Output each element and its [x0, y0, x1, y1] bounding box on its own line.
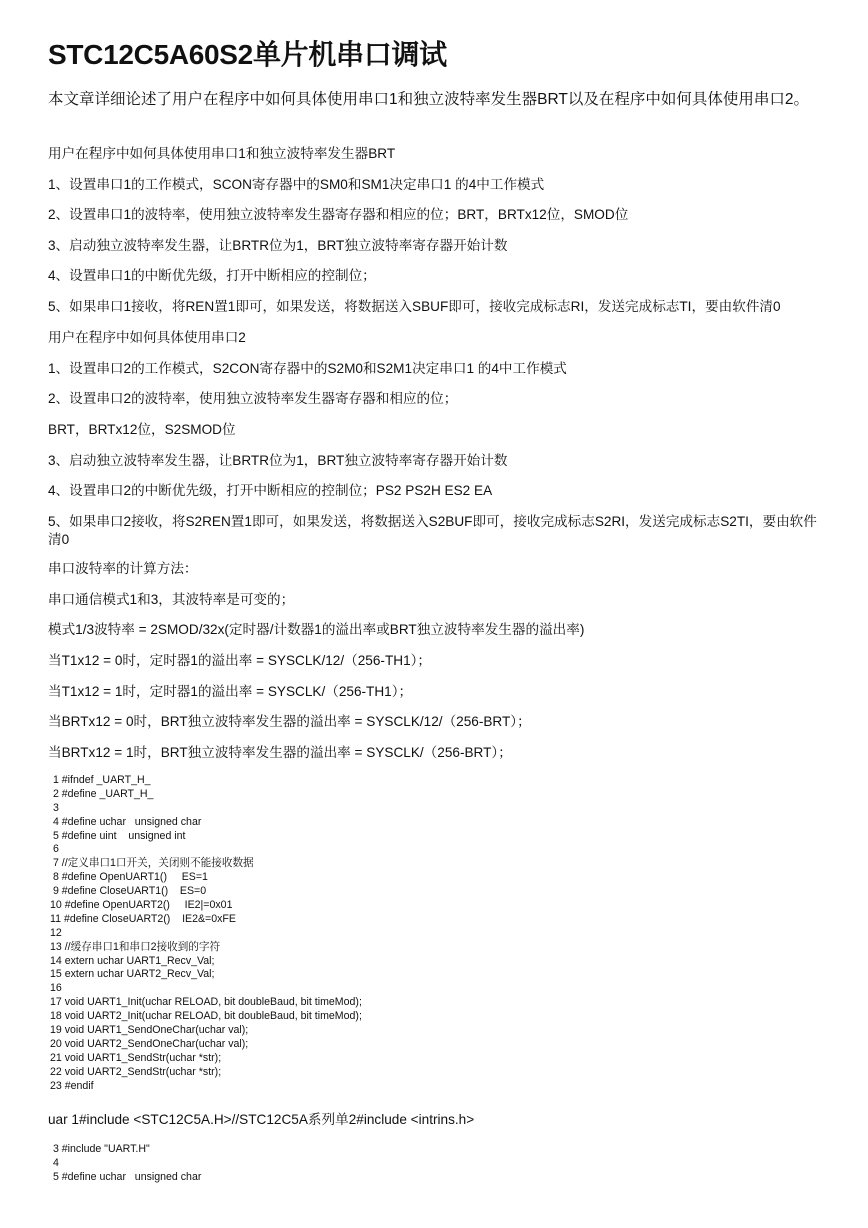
code-line: 3 #include "UART.H" — [50, 1143, 150, 1155]
uart2-step-2: 2、设置串口2的波特率，使用独立波特率发生器寄存器和相应的位； — [48, 391, 458, 406]
code-line: 1 #ifndef _UART_H_ — [50, 774, 151, 786]
code-line: 10 #define OpenUART2() IE2|=0x01 — [50, 899, 233, 912]
code-line: 5 #define uint unsigned int — [50, 829, 186, 842]
code-line: 2 #define _UART_H_ — [50, 787, 154, 800]
t1x12-0-formula: 当T1x12 = 0时，定时器1的溢出率 = SYSCLK/12/（256-TH1）； — [48, 653, 432, 668]
brtx12-0-formula: 当BRTx12 = 0时，BRT独立波特率发生器的溢出率 = SYSCLK/12/（256-BRT）； — [48, 714, 531, 729]
code-line: 5 #define uchar unsigned char — [50, 1170, 202, 1183]
code-line: 15 extern uchar UART2_Recv_Val; — [50, 968, 215, 981]
code-line: 19 void UART1_SendOneChar(uchar val); — [50, 1024, 249, 1037]
brtx12-1-formula: 当BRTx12 = 1时，BRT独立波特率发生器的溢出率 = SYSCLK/（256-BRT）； — [48, 745, 512, 760]
baud-heading: 串口波特率的计算方法： — [48, 561, 198, 576]
code-line: 20 void UART2_SendOneChar(uchar val); — [50, 1037, 249, 1050]
code-line: 16 — [50, 982, 62, 995]
uart2-step-2-registers: BRT，BRTx12位，S2SMOD位 — [48, 422, 236, 437]
code-line: 8 #define OpenUART1() ES=1 — [50, 871, 208, 884]
baud-mode-note: 串口通信模式1和3，其波特率是可变的； — [48, 592, 295, 607]
uart1-step-1: 1、设置串口1的工作模式，SCON寄存器中的SM0和SM1决定串口1 的4中工作模式 — [48, 177, 545, 192]
code-line: 13 //缓存串口1和串口2接收到的字符 — [50, 940, 221, 953]
code-line: 6 — [50, 843, 59, 856]
baud-formula: 模式1/3波特率 = 2SMOD/32x(定时器/计数器1的溢出率或BRT独立波特率发生器的溢出率) — [48, 622, 585, 637]
code-line: 18 void UART2_Init(uchar RELOAD, bit doubleBaud, bit timeMod); — [50, 1010, 362, 1023]
code-block-uart-c — [50, 1143, 201, 1185]
uart1-step-4: 4、设置串口1的中断优先级，打开中断相应的控制位； — [48, 268, 376, 283]
code-line: 22 void UART2_SendStr(uchar *str); — [50, 1065, 222, 1078]
intro-paragraph: 本文章详细论述了用户在程序中如何具体使用串口1和独立波特率发生器BRT以及在程序中如何具体使用串口2。 — [48, 91, 809, 108]
code-line: 11 #define CloseUART2() IE2&=0xFE — [50, 912, 236, 925]
uart1-step-2: 2、设置串口1的波特率，使用独立波特率发生器寄存器和相应的位；BRT，BRTx12位，SMOD位 — [48, 207, 629, 222]
section-heading-uart2: 用户在程序中如何具体使用串口2 — [48, 330, 246, 345]
uart2-step-5: 5、如果串口2接收，将S2REN置1即可，如果发送，将数据送入S2BUF即可，接收完成标志S2RI，发送完成标志S2TI，要由软件清0 — [48, 514, 817, 547]
page-title: STC12C5A60S2单片机串口调试 — [48, 39, 447, 70]
code-block-uart-h — [50, 774, 362, 1093]
t1x12-1-formula: 当T1x12 = 1时，定时器1的溢出率 = SYSCLK/（256-TH1）； — [48, 684, 413, 699]
inline-include-line: uar 1#include <STC12C5A.H>//STC12C5A系列单2#include <intrins.h> — [48, 1112, 475, 1127]
uart2-step-1: 1、设置串口2的工作模式，S2CON寄存器中的S2M0和S2M1决定串口1 的4中工作模式 — [48, 361, 567, 376]
code-line: 4 #define uchar unsigned char — [50, 815, 202, 828]
code-line: 7 //定义串口1口开关，关闭则不能接收数据 — [50, 857, 254, 870]
uart1-step-5: 5、如果串口1接收，将REN置1即可，如果发送，将数据送入SBUF即可，接收完成标志RI，发送完成标志TI，要由软件清0 — [48, 299, 781, 314]
code-line: 12 — [50, 926, 62, 939]
code-line: 21 void UART1_SendStr(uchar *str); — [50, 1051, 222, 1064]
uart1-step-3: 3、启动独立波特率发生器，让BRTR位为1，BRT独立波特率寄存器开始计数 — [48, 238, 508, 253]
code-line: 14 extern uchar UART1_Recv_Val; — [50, 954, 215, 967]
uart2-step-3: 3、启动独立波特率发生器，让BRTR位为1，BRT独立波特率寄存器开始计数 — [48, 453, 508, 468]
code-line: 9 #define CloseUART1() ES=0 — [50, 885, 207, 898]
code-line: 4 — [50, 1156, 59, 1169]
code-line: 23 #endif — [50, 1079, 94, 1092]
uart2-step-4: 4、设置串口2的中断优先级，打开中断相应的控制位；PS2 PS2H ES2 EA — [48, 483, 493, 498]
code-line: 17 void UART1_Init(uchar RELOAD, bit doubleBaud, bit timeMod); — [50, 996, 362, 1009]
section-heading-uart1: 用户在程序中如何具体使用串口1和独立波特率发生器BRT — [48, 146, 396, 161]
code-line: 3 — [50, 801, 59, 814]
